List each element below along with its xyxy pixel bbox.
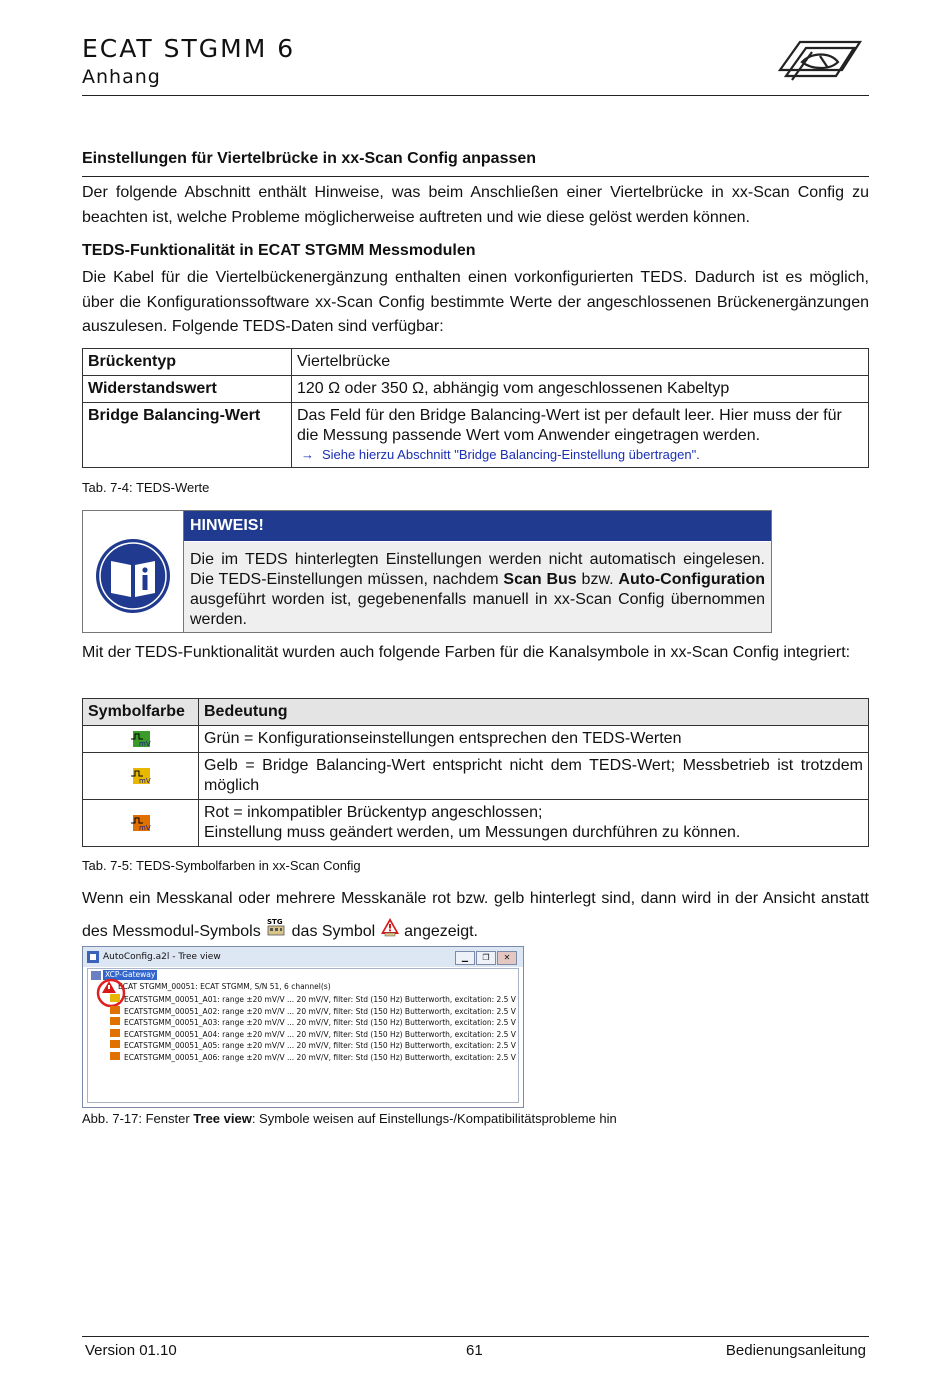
tree-view-screenshot bbox=[82, 946, 524, 1108]
app-icon bbox=[87, 951, 99, 963]
footer-rule bbox=[82, 1336, 869, 1337]
symbol-table bbox=[82, 698, 869, 847]
maximize-button[interactable]: ❐ bbox=[476, 951, 496, 965]
section-rule bbox=[82, 176, 869, 177]
table-caption: Tab. 7-5: TEDS-Symbolfarben in xx-Scan Config bbox=[82, 858, 361, 873]
table-row bbox=[83, 726, 869, 753]
note-icon-cell bbox=[83, 511, 184, 632]
close-button[interactable]: ✕ bbox=[497, 951, 517, 965]
teds-key: Bridge Balancing-Wert bbox=[83, 403, 292, 468]
table-header-row bbox=[83, 699, 869, 726]
note-text: Die im TEDS hinterlegten Einstellungen werden nicht automatisch eingelesen. Die TEDS-Einstellungen müssen, nachdem Scan Bus bzw. Auto-Configuration ausgeführt worden ist, gegebenenfalls manuell in xx-Scan Config übernommen werden. bbox=[184, 542, 771, 632]
symbol-meaning-line2: Einstellung muss geändert werden, um Messungen durchführen zu können. bbox=[204, 824, 741, 841]
symbol-meaning: Gelb = Bridge Balancing-Wert entspricht nicht dem TEDS-Wert; Messbetrieb ist trotzdem möglich bbox=[199, 753, 869, 800]
tree-node-channel[interactable]: ECATSTGMM_00051_A01: range ±20 mV/V ... 20 mV/V, filter: Std (150 Hz) Butterworth, excitation: 2.5 V bbox=[110, 994, 516, 1005]
section-heading: Einstellungen für Viertelbrücke in xx-Scan Config anpassen bbox=[82, 150, 537, 167]
channel-yellow-icon bbox=[130, 767, 152, 785]
symbol-meaning: Rot = inkompatibler Brückentyp angeschlossen; bbox=[204, 804, 543, 821]
symbol-cell bbox=[83, 726, 199, 753]
footer-doc-type: Bedienungsanleitung bbox=[725, 1342, 866, 1359]
symbol-cell bbox=[83, 753, 199, 800]
teds-value-cell bbox=[292, 403, 869, 468]
symbol-meaning-cell bbox=[199, 800, 869, 847]
svg-text:STG: STG bbox=[267, 918, 283, 926]
symbol-cell bbox=[83, 800, 199, 847]
tree-node-channel[interactable]: ECATSTGMM_00051_A05: range ±20 mV/V ... 20 mV/V, filter: Std (150 Hz) Butterworth, excitation: 2.5 V bbox=[110, 1040, 516, 1051]
module-stg-icon bbox=[265, 916, 287, 938]
warning-module-icon bbox=[380, 916, 400, 936]
table-row bbox=[83, 800, 869, 847]
column-header: Symbolfarbe bbox=[83, 699, 199, 726]
tree-node-gateway[interactable]: XCP-Gateway bbox=[105, 970, 156, 979]
teds-value: Viertelbrücke bbox=[292, 349, 869, 376]
tree-node-channel[interactable]: ECATSTGMM_00051_A02: range ±20 mV/V ... 20 mV/V, filter: Std (150 Hz) Butterworth, excitation: 2.5 V bbox=[110, 1006, 516, 1017]
section-intro: Der folgende Abschnitt enthält Hinweise, was beim Anschließen einer Viertelbrücke in xx-Scan Config zu beachten ist, welche Probleme möglicherweise auftreten und wie diese gelöst werden können. bbox=[82, 184, 869, 226]
colors-paragraph: Mit der TEDS-Funktionalität wurden auch folgende Farben für die Kanalsymbole in xx-Scan Config integriert: bbox=[82, 644, 851, 661]
window-title: AutoConfig.a2l - Tree view bbox=[103, 952, 221, 962]
document-title: ECAT STGMM 6 bbox=[82, 34, 296, 63]
tree-node-channel[interactable]: ECATSTGMM_00051_A06: range ±20 mV/V ... 20 mV/V, filter: Std (150 Hz) Butterworth, excitation: 2.5 V bbox=[110, 1052, 516, 1063]
teds-table bbox=[82, 348, 869, 468]
channel-paragraph: Wenn ein Messkanal oder mehrere Messkanäle rot bzw. gelb hinterlegt sind, dann wird in der Ansicht anstatt des Messmodul-Symbols STG das Symbol angezeigt. bbox=[82, 890, 869, 940]
tree-node-channel[interactable]: ECATSTGMM_00051_A03: range ±20 mV/V ... 20 mV/V, filter: Std (150 Hz) Butterworth, excitation: 2.5 V bbox=[110, 1017, 516, 1028]
footer-version: Version 01.10 bbox=[85, 1342, 177, 1359]
table-row bbox=[83, 753, 869, 800]
manual-info-icon bbox=[83, 511, 183, 632]
teds-heading: TEDS-Funktionalität in ECAT STGMM Messmodulen bbox=[82, 242, 476, 259]
tree-view bbox=[87, 968, 519, 1103]
symbol-meaning: Grün = Konfigurationseinstellungen entsprechen den TEDS-Werten bbox=[199, 726, 869, 753]
cross-reference-text: Siehe hierzu Abschnitt "Bridge Balancing-Einstellung übertragen". bbox=[322, 447, 700, 462]
cross-reference-link[interactable] bbox=[297, 446, 863, 464]
table-row bbox=[83, 376, 869, 403]
teds-key: Brückentyp bbox=[83, 349, 292, 376]
figure-caption: Abb. 7-17: Fenster Tree view: Symbole weisen auf Einstellungs-/Kompatibilitätsprobleme hin bbox=[82, 1111, 617, 1126]
channel-green-icon bbox=[130, 730, 152, 748]
svg-text:mV: mV bbox=[138, 739, 151, 748]
svg-text:mV: mV bbox=[138, 823, 151, 832]
table-row bbox=[83, 349, 869, 376]
table-caption: Tab. 7-4: TEDS-Werte bbox=[82, 480, 210, 495]
note-box bbox=[82, 510, 772, 633]
chapter-title: Anhang bbox=[82, 66, 161, 88]
table-row bbox=[83, 403, 869, 468]
teds-paragraph: Die Kabel für die Viertelbückenergänzung enthalten einen vorkonfigurierten TEDS. Dadurch ist es möglich, über die Konfigurationssoftware xx-Scan Config bestimmte Werte der angeschlossenen Brückenergänzungen auszulesen. Folgende TEDS-Daten sind verfügbar: bbox=[82, 269, 869, 335]
arrow-icon: → bbox=[301, 447, 314, 462]
teds-key: Widerstandswert bbox=[83, 376, 292, 403]
company-logo bbox=[772, 34, 867, 84]
column-header: Bedeutung bbox=[199, 699, 869, 726]
teds-value: 120 Ω oder 350 Ω, abhängig vom angeschlossenen Kabeltyp bbox=[292, 376, 869, 403]
tree-node-channel[interactable]: ECATSTGMM_00051_A04: range ±20 mV/V ... 20 mV/V, filter: Std (150 Hz) Butterworth, excitation: 2.5 V bbox=[110, 1029, 516, 1040]
page-number: 61 bbox=[466, 1342, 483, 1359]
minimize-button[interactable]: ▁ bbox=[455, 951, 475, 965]
teds-value: Das Feld für den Bridge Balancing-Wert ist per default leer. Hier muss der für die Messung passende Wert vom Anwender eingetragen werden. bbox=[297, 407, 842, 444]
channel-red-icon bbox=[130, 814, 152, 832]
note-heading: HINWEIS! bbox=[184, 511, 771, 541]
header-rule bbox=[82, 95, 869, 96]
tree-node-module[interactable]: ECAT STGMM_00051: ECAT STGMM, S/N 51, 6 channel(s) bbox=[118, 982, 331, 991]
svg-text:mV: mV bbox=[138, 776, 151, 785]
